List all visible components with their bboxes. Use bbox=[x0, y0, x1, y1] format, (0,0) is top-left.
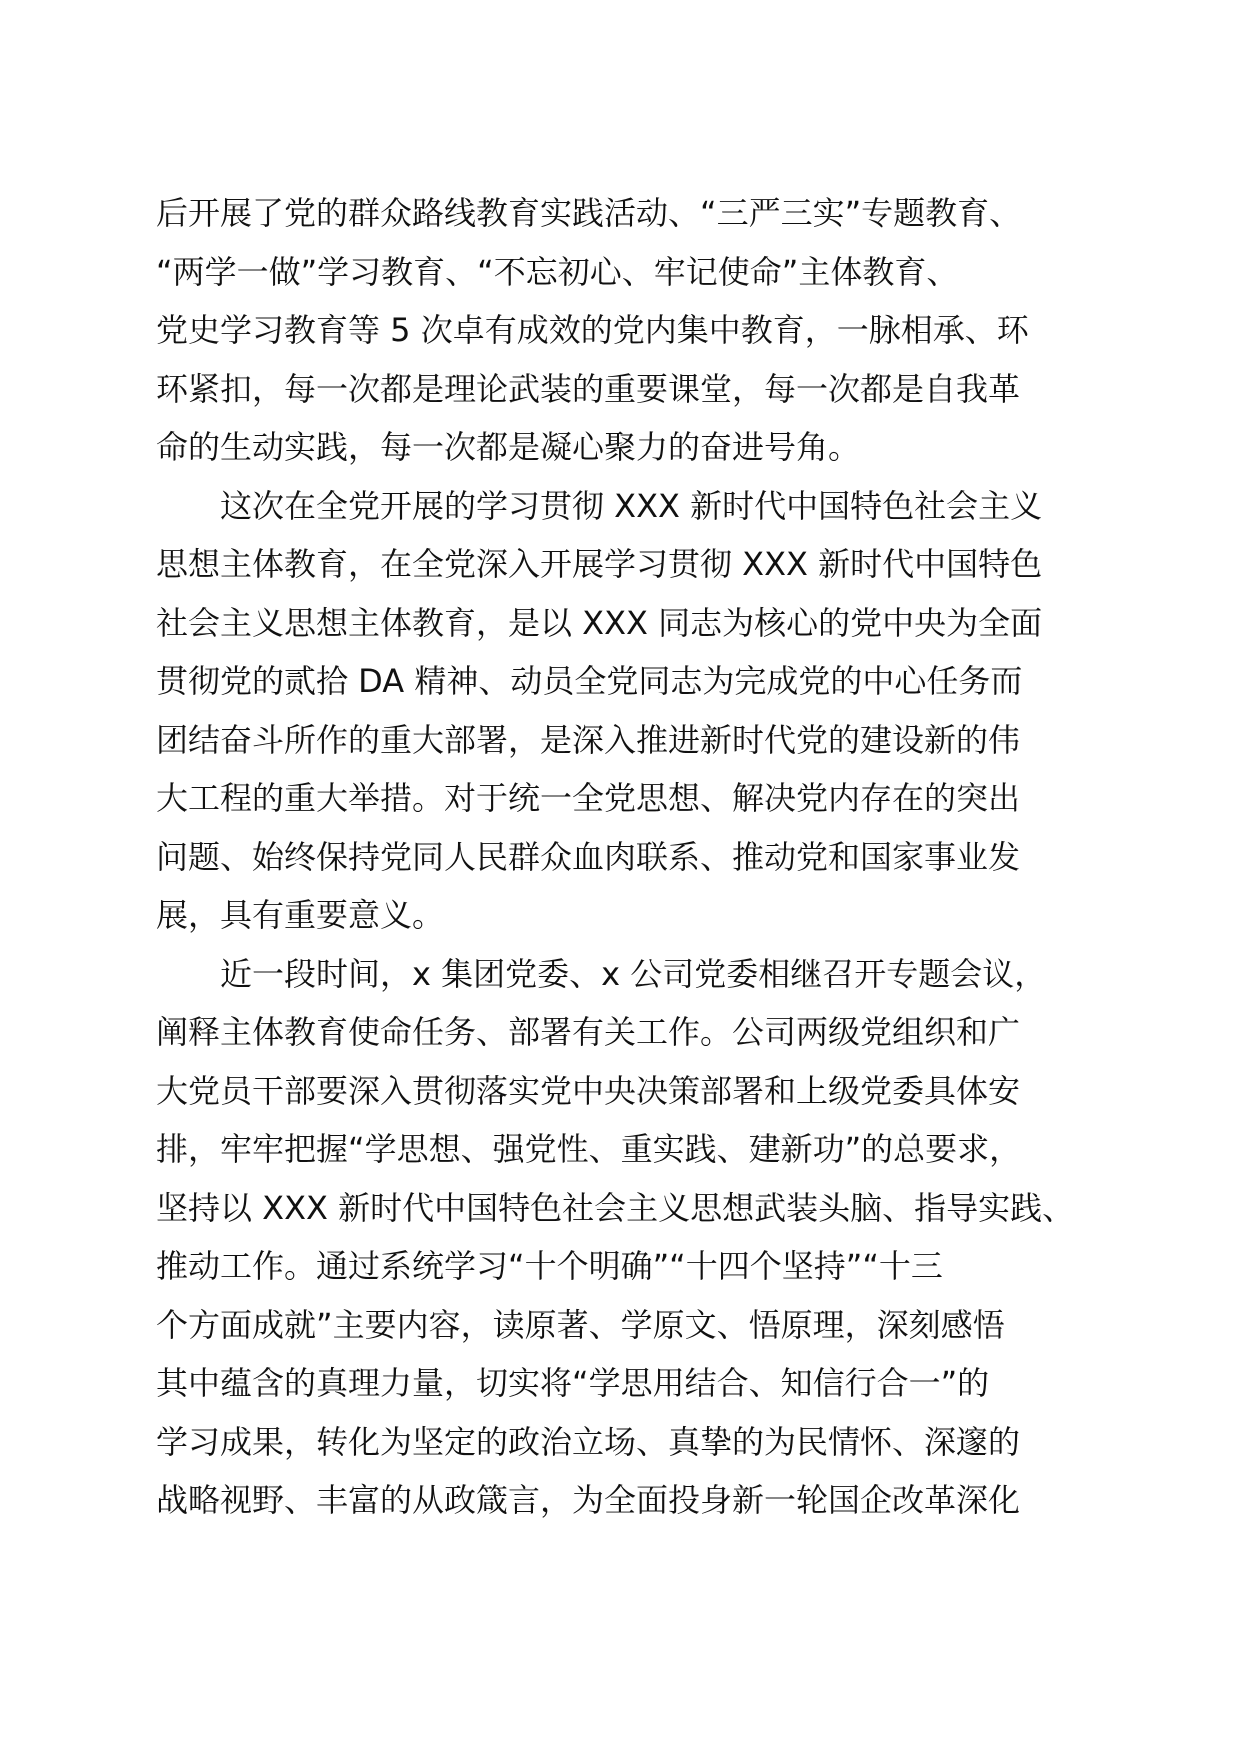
text-line: 个方面成就”主要内容，读原著、学原文、悟原理，深刻感悟 bbox=[156, 1305, 1005, 1344]
paragraph-start-line: 近一段时间，x 集团党委、x 公司党委相继召开专题会议， bbox=[220, 954, 1047, 993]
text-line: 贯彻党的贰拾 DA 精神、动员全党同志为完成党的中心任务而 bbox=[156, 662, 1023, 700]
paragraph-start-line: 这次在全党开展的学习贯彻 XXX 新时代中国特色社会主义 bbox=[220, 486, 1043, 525]
text-line: 党史学习教育等 5 次卓有成效的党内集中教育，一脉相承、环 bbox=[156, 311, 1029, 349]
text-line: 命的生动实践，每一次都是凝心聚力的奋进号角。 bbox=[156, 428, 861, 466]
text-line: 推动工作。通过系统学习“十个明确”“十四个坚持”“十三 bbox=[156, 1247, 943, 1285]
text-line: 问题、始终保持党同人民群众血肉联系、推动党和国家事业发 bbox=[156, 837, 1021, 876]
body-text bbox=[156, 184, 1116, 1530]
text-line: 大工程的重大举措。对于统一全党思想、解决党内存在的突出 bbox=[156, 779, 1021, 817]
text-line: 后开展了党的群众路线教育实践活动、“三严三实”专题教育、 bbox=[156, 194, 1022, 232]
text-line: 展，具有重要意义。 bbox=[156, 896, 445, 934]
text-line: 社会主义思想主体教育，是以 XXX 同志为核心的党中央为全面 bbox=[156, 603, 1043, 642]
text-line: 团结奋斗所作的重大部署，是深入推进新时代党的建设新的伟 bbox=[156, 720, 1021, 759]
text-line: “两学一做”学习教育、“不忘初心、牢记使命”主体教育、 bbox=[156, 252, 959, 291]
text-line: 战略视野、丰富的从政箴言，为全面投身新一轮国企改革深化 bbox=[156, 1481, 1021, 1519]
text-line: 环紧扣，每一次都是理论武装的重要课堂，每一次都是自我革 bbox=[156, 369, 1021, 408]
text-line: 阐释主体教育使命任务、部署有关工作。公司两级党组织和广 bbox=[156, 1013, 1021, 1051]
text-line: 排，牢牢把握“学思想、强党性、重实践、建新功”的总要求， bbox=[156, 1130, 1022, 1168]
text-line: 坚持以 XXX 新时代中国特色社会主义思想武装头脑、指导实践、 bbox=[156, 1188, 1075, 1227]
text-line: 大党员干部要深入贯彻落实党中央决策部署和上级党委具体安 bbox=[156, 1071, 1021, 1110]
text-line: 思想主体教育，在全党深入开展学习贯彻 XXX 新时代中国特色 bbox=[156, 545, 1043, 583]
text-line: 其中蕴含的真理力量，切实将“学思用结合、知信行合一”的 bbox=[156, 1364, 990, 1402]
text-line: 学习成果，转化为坚定的政治立场、真挚的为民情怀、深邃的 bbox=[156, 1422, 1021, 1461]
